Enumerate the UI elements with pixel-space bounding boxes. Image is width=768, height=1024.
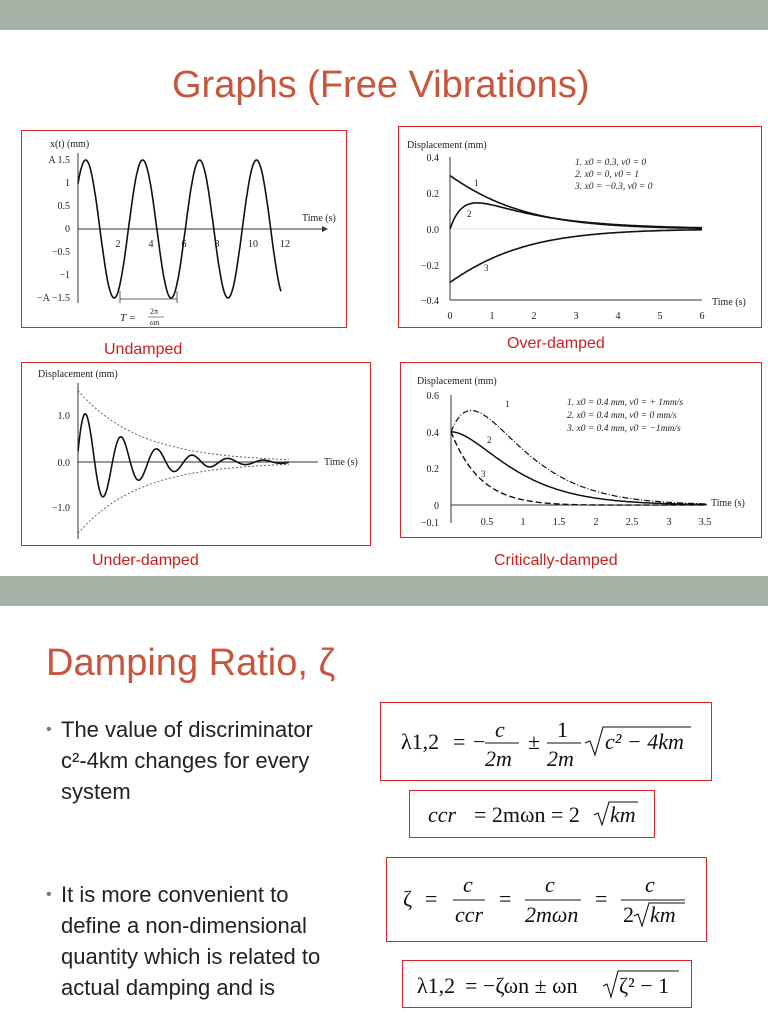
overdamped-curve-2 [450,203,702,229]
equation-lambda [380,702,712,781]
eq2-lhs: ccr [428,802,457,827]
eq4-lhs: λ1,2 [417,973,456,998]
undamped-xtick: 4 [148,239,154,250]
undamped-xtick: 10 [248,239,258,250]
underdamped-ytick: 0.0 [57,458,70,469]
undamped-ytick: 0 [65,224,70,235]
overdamped-xtick: 1 [489,311,495,322]
eq3-c: c [463,872,473,897]
panel-undamped [21,130,347,328]
equation-lambda-zeta-svg [403,961,693,1009]
undamped-x-arrow [322,226,328,232]
overdamped-legend: 1. x0 = 0.3, v0 = 0 [575,158,647,168]
eq3-equals: = [499,886,512,911]
eq3-equals: = [425,886,438,911]
overdamped-xtick: 5 [657,311,663,322]
overdamped-ytick: 0.2 [426,189,439,200]
overdamped-ytick: −0.4 [420,296,439,307]
caption-critical: Critically-damped [494,552,618,569]
panel-underdamped [21,362,371,546]
overdamped-ylabel: Displacement (mm) [407,140,487,151]
bullet-1 [46,714,346,840]
equation-lambda-zeta [402,960,692,1008]
critical-curve-label: 3 [481,469,486,479]
overdamped-curve-label: 3 [484,263,489,273]
critical-xtick: 1.5 [552,517,566,528]
eq1-c: c [495,717,505,742]
eq2-rad: km [610,802,636,827]
bullet-dot: • [46,886,52,903]
overdamped-curve-label: 2 [467,209,472,219]
eq1-minus: − [473,729,486,754]
equation-zeta [386,857,707,942]
bullet-2 [46,879,346,1024]
undamped-period-den: ωn [150,318,160,327]
undamped-ytick: −0.5 [51,247,70,258]
equation-zeta-svg [387,858,708,943]
critical-ytick: 0.6 [426,391,439,402]
undamped-chart [22,131,348,329]
underdamped-ytick: 1.0 [57,411,70,422]
slide1-title: Graphs (Free Vibrations) [172,64,590,106]
overdamped-ytick: 0.0 [426,225,439,236]
critical-xlabel: Time (s) [711,498,745,509]
undamped-ytick: 1 [65,178,70,189]
undamped-ytick: 0.5 [57,201,70,212]
critical-legend: 1. x0 = 0.4 mm, v0 = + 1mm/s [567,398,684,408]
panel-overdamped [398,126,762,328]
overdamped-xtick: 3 [573,311,579,322]
critical-xtick: 0.5 [480,517,494,528]
undamped-xtick: 12 [280,239,290,250]
eq3-den1: ccr [455,902,484,927]
underdamped-ylabel: Displacement (mm) [38,369,118,380]
critical-xtick: 2 [593,517,599,528]
underdamped-curve [78,414,289,497]
overdamped-xtick: 2 [531,311,537,322]
overdamped-ytick: −0.2 [420,261,439,272]
critical-ytick: 0.4 [426,428,439,439]
eq3-c: c [545,872,555,897]
underdamped-ytick: −1.0 [51,503,70,514]
bullet-2-text: It is more convenient to define a non-dimensional quantity which is related to actual damping and is [61,882,321,1000]
undamped-ytick: −A −1.5 [37,293,70,304]
equation-ccr [409,790,655,838]
critical-ytick: 0.2 [426,464,439,475]
overdamped-curve-3 [450,230,702,283]
overdamped-chart [399,127,763,329]
equation-ccr-svg [410,791,656,839]
eq3-den2: 2mωn [525,902,579,927]
overdamped-xtick: 4 [615,311,621,322]
panel-critical [400,362,762,538]
eq1-rad: c² − 4km [605,729,684,754]
undamped-xtick: 6 [181,239,187,250]
critical-chart [401,363,763,539]
eq1-lhs: λ1,2 [401,729,440,754]
critical-ytick: 0 [434,501,439,512]
overdamped-legend: 2. x0 = 0, v0 = 1 [575,170,640,180]
slide2-title: Damping Ratio, ζ [46,642,336,684]
critical-legend: 3. x0 = 0.4 mm, v0 = −1mm/s [567,424,681,434]
critical-curve-label: 1 [505,399,510,409]
caption-overdamped: Over-damped [507,335,605,352]
eq3-equals: = [595,886,608,911]
eq1-equals: = [453,729,466,754]
undamped-ytick: A 1.5 [48,155,70,166]
equation-lambda-svg [381,703,713,782]
eq3-den3: 2 [623,902,634,927]
critical-xtick: 2.5 [625,517,639,528]
undamped-ylabel: x(t) (mm) [50,139,90,150]
underdamped-envelope-upper [78,391,289,460]
eq3-c: c [645,872,655,897]
critical-legend: 2. x0 = 0.4 mm, v0 = 0 mm/s [567,411,677,421]
critical-xtick: 3.5 [698,517,712,528]
undamped-xtick: 8 [214,239,220,250]
eq1-one: 1 [557,717,568,742]
overdamped-xlabel: Time (s) [712,297,746,308]
undamped-ytick: −1 [59,270,70,281]
eq1-den2: 2m [547,746,574,771]
undamped-period-num: 2π [150,307,159,316]
overdamped-xtick: 0 [447,311,453,322]
bullet-1-text: The value of discriminator c²-4km changes for every system [61,717,313,804]
top-band [0,0,768,30]
overdamped-ytick: 0.4 [426,153,439,164]
undamped-xlabel: Time (s) [302,213,336,224]
overdamped-xtick: 6 [699,311,705,322]
overdamped-legend: 3. x0 = −0.3, v0 = 0 [575,182,653,192]
critical-xtick: 1 [520,517,526,528]
underdamped-xlabel: Time (s) [324,457,358,468]
undamped-xtick: 2 [115,239,121,250]
underdamped-chart [22,363,372,547]
eq2-rhs: = 2mωn = 2 [474,802,580,827]
eq1-den1: 2m [485,746,512,771]
eq4-rhs: = −ζωn ± ωn [465,973,578,998]
bullet-dot: • [46,721,52,738]
overdamped-curve-label: 1 [474,178,479,188]
eq3-lhs: ζ [403,886,413,911]
critical-curve-label: 2 [487,435,492,445]
eq4-rad: ζ² − 1 [619,973,670,998]
eq3-rad: km [650,902,676,927]
eq1-pm: ± [528,729,541,754]
middle-band [0,576,768,606]
critical-xtick: 3 [666,517,672,528]
undamped-period-label: T = [120,312,137,324]
caption-undamped: Undamped [104,341,183,358]
caption-underdamped: Under-damped [92,552,199,569]
critical-ytick: −0.1 [420,518,439,529]
critical-ylabel: Displacement (mm) [417,376,497,387]
